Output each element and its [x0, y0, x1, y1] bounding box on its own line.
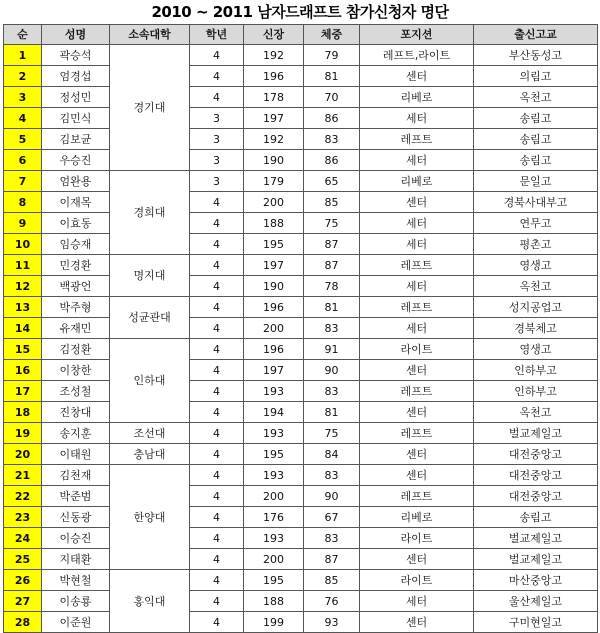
height-cell: 197 [244, 255, 304, 276]
table-row [4, 150, 598, 171]
table-row [4, 381, 598, 402]
table-row [4, 87, 598, 108]
weight-cell: 81 [304, 66, 360, 87]
grade-cell: 4 [190, 45, 244, 66]
university-cell: 명지대 [110, 255, 190, 297]
row-number-cell: 14 [4, 318, 42, 339]
high-school-cell: 평촌고 [474, 234, 598, 255]
grade-cell: 4 [190, 318, 244, 339]
university-cell: 인하대 [110, 339, 190, 423]
height-cell: 193 [244, 381, 304, 402]
player-name-cell: 김보균 [42, 129, 110, 150]
position-cell: 리베로 [360, 507, 474, 528]
player-name-cell: 엄경섭 [42, 66, 110, 87]
position-cell: 레프트 [360, 297, 474, 318]
table-row [4, 339, 598, 360]
player-name-cell: 신동광 [42, 507, 110, 528]
height-cell: 200 [244, 318, 304, 339]
height-cell: 176 [244, 507, 304, 528]
player-name-cell: 송지훈 [42, 423, 110, 444]
height-cell: 188 [244, 591, 304, 612]
weight-cell: 75 [304, 213, 360, 234]
high-school-cell: 송림고 [474, 507, 598, 528]
player-name-cell: 백광언 [42, 276, 110, 297]
position-cell: 레프트 [360, 423, 474, 444]
position-cell: 리베로 [360, 87, 474, 108]
weight-cell: 86 [304, 108, 360, 129]
university-cell: 충남대 [110, 444, 190, 465]
table-row [4, 213, 598, 234]
height-cell: 196 [244, 66, 304, 87]
player-name-cell: 유재민 [42, 318, 110, 339]
position-cell: 레프트 [360, 129, 474, 150]
player-name-cell: 이태원 [42, 444, 110, 465]
grade-cell: 4 [190, 612, 244, 633]
weight-cell: 90 [304, 360, 360, 381]
row-number-cell: 12 [4, 276, 42, 297]
table-row [4, 528, 598, 549]
table-row [4, 234, 598, 255]
player-name-cell: 곽승석 [42, 45, 110, 66]
player-name-cell: 이효동 [42, 213, 110, 234]
high-school-cell: 마산중앙고 [474, 570, 598, 591]
university-cell: 한양대 [110, 465, 190, 570]
row-number-cell: 24 [4, 528, 42, 549]
table-row [4, 591, 598, 612]
high-school-cell: 연무고 [474, 213, 598, 234]
player-name-cell: 조성철 [42, 381, 110, 402]
high-school-cell: 울산제일고 [474, 591, 598, 612]
height-cell: 196 [244, 297, 304, 318]
row-number-cell: 20 [4, 444, 42, 465]
high-school-cell: 경북사대부고 [474, 192, 598, 213]
height-cell: 193 [244, 423, 304, 444]
position-cell: 세터 [360, 108, 474, 129]
player-name-cell: 이재목 [42, 192, 110, 213]
table-row [4, 486, 598, 507]
university-cell: 경기대 [110, 45, 190, 171]
weight-cell: 83 [304, 318, 360, 339]
row-number-cell: 3 [4, 87, 42, 108]
high-school-cell: 성지공업고 [474, 297, 598, 318]
weight-cell: 83 [304, 528, 360, 549]
height-cell: 195 [244, 570, 304, 591]
table-row [4, 444, 598, 465]
position-cell: 센터 [360, 402, 474, 423]
grade-cell: 4 [190, 276, 244, 297]
row-number-cell: 26 [4, 570, 42, 591]
weight-cell: 83 [304, 465, 360, 486]
position-cell: 센터 [360, 66, 474, 87]
position-cell: 라이트 [360, 570, 474, 591]
row-number-cell: 13 [4, 297, 42, 318]
high-school-cell: 인하부고 [474, 381, 598, 402]
row-number-cell: 16 [4, 360, 42, 381]
player-name-cell: 진창대 [42, 402, 110, 423]
table-row [4, 192, 598, 213]
weight-cell: 85 [304, 570, 360, 591]
player-name-cell: 박주형 [42, 297, 110, 318]
player-name-cell: 이송룡 [42, 591, 110, 612]
height-cell: 190 [244, 150, 304, 171]
weight-cell: 90 [304, 486, 360, 507]
high-school-cell: 의림고 [474, 66, 598, 87]
row-number-cell: 2 [4, 66, 42, 87]
row-number-cell: 17 [4, 381, 42, 402]
weight-cell: 81 [304, 297, 360, 318]
height-cell: 200 [244, 192, 304, 213]
height-cell: 190 [244, 276, 304, 297]
player-name-cell: 이승진 [42, 528, 110, 549]
position-cell: 세터 [360, 591, 474, 612]
high-school-cell: 옥천고 [474, 87, 598, 108]
table-row [4, 66, 598, 87]
university-cell: 조선대 [110, 423, 190, 444]
grade-cell: 3 [190, 108, 244, 129]
university-cell: 경희대 [110, 171, 190, 255]
grade-cell: 4 [190, 87, 244, 108]
header-university: 소속대학 [110, 25, 190, 45]
row-number-cell: 6 [4, 150, 42, 171]
high-school-cell: 대전중앙고 [474, 444, 598, 465]
header-high-school: 출신고교 [474, 25, 598, 45]
high-school-cell: 벌교제일고 [474, 423, 598, 444]
grade-cell: 4 [190, 297, 244, 318]
position-cell: 세터 [360, 276, 474, 297]
high-school-cell: 옥천고 [474, 402, 598, 423]
university-cell: 홍익대 [110, 570, 190, 633]
weight-cell: 87 [304, 255, 360, 276]
table-row [4, 129, 598, 150]
grade-cell: 4 [190, 255, 244, 276]
position-cell: 센터 [360, 612, 474, 633]
table-row [4, 108, 598, 129]
grade-cell: 3 [190, 150, 244, 171]
university-cell: 성균관대 [110, 297, 190, 339]
position-cell: 레프트 [360, 381, 474, 402]
row-number-cell: 15 [4, 339, 42, 360]
high-school-cell: 벌교제일고 [474, 528, 598, 549]
height-cell: 200 [244, 549, 304, 570]
position-cell: 레프트 [360, 486, 474, 507]
row-number-cell: 11 [4, 255, 42, 276]
position-cell: 세터 [360, 234, 474, 255]
grade-cell: 4 [190, 570, 244, 591]
header-number: 순 [4, 25, 42, 45]
row-number-cell: 7 [4, 171, 42, 192]
high-school-cell: 대전중앙고 [474, 486, 598, 507]
row-number-cell: 1 [4, 45, 42, 66]
player-name-cell: 박준범 [42, 486, 110, 507]
grade-cell: 4 [190, 591, 244, 612]
high-school-cell: 구미현일고 [474, 612, 598, 633]
height-cell: 200 [244, 486, 304, 507]
height-cell: 195 [244, 444, 304, 465]
row-number-cell: 18 [4, 402, 42, 423]
row-number-cell: 27 [4, 591, 42, 612]
table-row [4, 360, 598, 381]
header-weight: 체중 [304, 25, 360, 45]
row-number-cell: 22 [4, 486, 42, 507]
grade-cell: 4 [190, 444, 244, 465]
height-cell: 193 [244, 528, 304, 549]
position-cell: 세터 [360, 318, 474, 339]
player-name-cell: 민경환 [42, 255, 110, 276]
grade-cell: 4 [190, 549, 244, 570]
row-number-cell: 10 [4, 234, 42, 255]
position-cell: 세터 [360, 150, 474, 171]
height-cell: 194 [244, 402, 304, 423]
high-school-cell: 경북체고 [474, 318, 598, 339]
weight-cell: 76 [304, 591, 360, 612]
grade-cell: 3 [190, 171, 244, 192]
grade-cell: 3 [190, 129, 244, 150]
header-row [4, 25, 598, 45]
high-school-cell: 송림고 [474, 150, 598, 171]
header-position: 포지션 [360, 25, 474, 45]
height-cell: 193 [244, 465, 304, 486]
player-name-cell: 김천재 [42, 465, 110, 486]
grade-cell: 4 [190, 66, 244, 87]
high-school-cell: 송림고 [474, 129, 598, 150]
high-school-cell: 벌교제일고 [474, 549, 598, 570]
row-number-cell: 4 [4, 108, 42, 129]
position-cell: 센터 [360, 360, 474, 381]
player-name-cell: 지태환 [42, 549, 110, 570]
page-title: 2010 ~ 2011 남자드래프트 참가신청자 명단 [151, 3, 449, 21]
position-cell: 센터 [360, 549, 474, 570]
table-body [4, 45, 598, 633]
player-name-cell: 김민식 [42, 108, 110, 129]
table-row [4, 549, 598, 570]
height-cell: 192 [244, 129, 304, 150]
table-row [4, 465, 598, 486]
player-name-cell: 임승재 [42, 234, 110, 255]
position-cell: 센터 [360, 465, 474, 486]
grade-cell: 4 [190, 339, 244, 360]
table-row [4, 318, 598, 339]
player-name-cell: 엄완용 [42, 171, 110, 192]
weight-cell: 83 [304, 381, 360, 402]
weight-cell: 83 [304, 129, 360, 150]
row-number-cell: 19 [4, 423, 42, 444]
table-row [4, 255, 598, 276]
position-cell: 세터 [360, 213, 474, 234]
height-cell: 192 [244, 45, 304, 66]
row-number-cell: 25 [4, 549, 42, 570]
high-school-cell: 문일고 [474, 171, 598, 192]
row-number-cell: 9 [4, 213, 42, 234]
weight-cell: 79 [304, 45, 360, 66]
player-name-cell: 정성민 [42, 87, 110, 108]
player-name-cell: 우승진 [42, 150, 110, 171]
height-cell: 188 [244, 213, 304, 234]
table-row [4, 612, 598, 633]
table-row [4, 276, 598, 297]
grade-cell: 4 [190, 423, 244, 444]
grade-cell: 4 [190, 486, 244, 507]
position-cell: 레프트,라이트 [360, 45, 474, 66]
height-cell: 178 [244, 87, 304, 108]
height-cell: 179 [244, 171, 304, 192]
grade-cell: 4 [190, 192, 244, 213]
weight-cell: 87 [304, 549, 360, 570]
draft-applicant-table [3, 24, 598, 633]
player-name-cell: 박현철 [42, 570, 110, 591]
header-grade: 학년 [190, 25, 244, 45]
row-number-cell: 8 [4, 192, 42, 213]
weight-cell: 85 [304, 192, 360, 213]
weight-cell: 78 [304, 276, 360, 297]
row-number-cell: 28 [4, 612, 42, 633]
high-school-cell: 영생고 [474, 255, 598, 276]
table-row [4, 507, 598, 528]
header-name: 성명 [42, 25, 110, 45]
table-row [4, 570, 598, 591]
table-row [4, 171, 598, 192]
grade-cell: 4 [190, 528, 244, 549]
grade-cell: 4 [190, 360, 244, 381]
high-school-cell: 송림고 [474, 108, 598, 129]
position-cell: 센터 [360, 192, 474, 213]
high-school-cell: 영생고 [474, 339, 598, 360]
player-name-cell: 김정환 [42, 339, 110, 360]
height-cell: 195 [244, 234, 304, 255]
table-row [4, 297, 598, 318]
position-cell: 센터 [360, 444, 474, 465]
position-cell: 라이트 [360, 339, 474, 360]
weight-cell: 93 [304, 612, 360, 633]
row-number-cell: 5 [4, 129, 42, 150]
grade-cell: 4 [190, 234, 244, 255]
weight-cell: 70 [304, 87, 360, 108]
height-cell: 197 [244, 360, 304, 381]
weight-cell: 81 [304, 402, 360, 423]
weight-cell: 91 [304, 339, 360, 360]
table-row [4, 402, 598, 423]
weight-cell: 86 [304, 150, 360, 171]
weight-cell: 84 [304, 444, 360, 465]
height-cell: 196 [244, 339, 304, 360]
grade-cell: 4 [190, 507, 244, 528]
table-row [4, 45, 598, 66]
high-school-cell: 부산동성고 [474, 45, 598, 66]
height-cell: 197 [244, 108, 304, 129]
grade-cell: 4 [190, 213, 244, 234]
row-number-cell: 23 [4, 507, 42, 528]
height-cell: 199 [244, 612, 304, 633]
weight-cell: 87 [304, 234, 360, 255]
position-cell: 리베로 [360, 171, 474, 192]
weight-cell: 67 [304, 507, 360, 528]
weight-cell: 65 [304, 171, 360, 192]
high-school-cell: 인하부고 [474, 360, 598, 381]
row-number-cell: 21 [4, 465, 42, 486]
position-cell: 레프트 [360, 255, 474, 276]
high-school-cell: 옥천고 [474, 276, 598, 297]
grade-cell: 4 [190, 402, 244, 423]
grade-cell: 4 [190, 381, 244, 402]
player-name-cell: 이창한 [42, 360, 110, 381]
position-cell: 라이트 [360, 528, 474, 549]
table-row [4, 423, 598, 444]
player-name-cell: 이준원 [42, 612, 110, 633]
high-school-cell: 대전중앙고 [474, 465, 598, 486]
grade-cell: 4 [190, 465, 244, 486]
header-height: 신장 [244, 25, 304, 45]
weight-cell: 75 [304, 423, 360, 444]
